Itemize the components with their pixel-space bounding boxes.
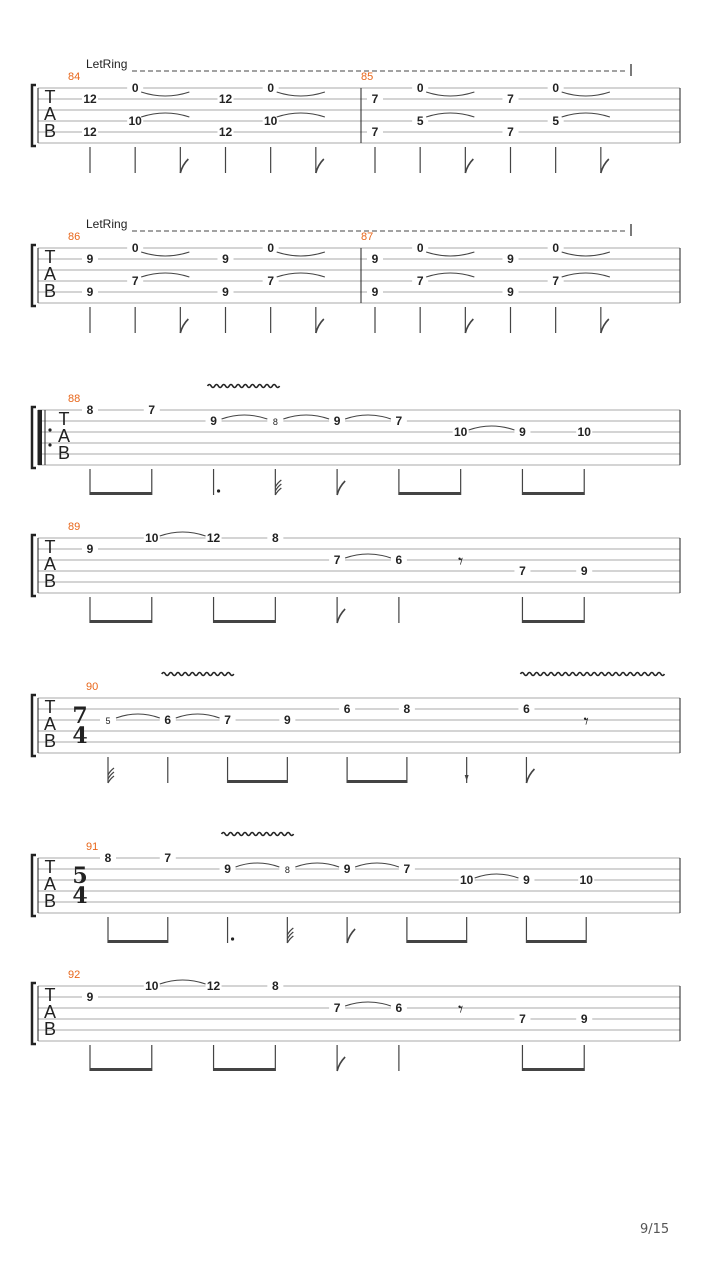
vibrato-mark [520, 673, 664, 676]
note-flag [347, 929, 355, 943]
tab-clef-letter: B [43, 1019, 57, 1039]
note-fret: 9 [343, 862, 351, 876]
tab-clef-letter: B [43, 731, 57, 751]
note-fret: 7 [333, 553, 341, 567]
note-fret: 7 [403, 862, 411, 876]
slur-arc [475, 874, 519, 878]
note-fret: 6 [395, 553, 403, 567]
measure-number: 90 [86, 681, 99, 693]
grace-note-fret: 8 [284, 865, 290, 875]
note-fret: 0 [416, 81, 424, 95]
note-fret: 7 [164, 851, 172, 865]
let-ring-tie [277, 92, 325, 96]
note-fret: 7 [131, 274, 139, 288]
note-fret: 8 [104, 851, 112, 865]
slur-arc [345, 1002, 391, 1006]
slur-arc [176, 714, 220, 718]
note-flag [526, 769, 534, 783]
staff-bracket [32, 695, 36, 756]
measure-number: 84 [68, 71, 81, 83]
tab-clef-letter: T [44, 247, 56, 267]
let-ring-tie [141, 273, 189, 277]
note-fret: 12 [206, 531, 221, 545]
tab-clef-letter: A [43, 264, 57, 284]
note-beam [407, 940, 467, 943]
note-flag [337, 1057, 345, 1071]
tab-clef-letter: A [43, 104, 57, 124]
note-beam [90, 620, 152, 623]
eighth-rest: 𝄾 [458, 549, 464, 573]
note-fret: 6 [523, 702, 530, 716]
note-fret: 7 [267, 274, 275, 288]
tab-clef-letter: T [44, 985, 56, 1005]
note-beam [90, 492, 152, 495]
let-ring-label: LetRing [86, 57, 128, 71]
note-fret: 9 [283, 713, 291, 727]
note-flag [601, 159, 609, 173]
note-fret: 12 [206, 979, 221, 993]
note-fret: 8 [86, 403, 94, 417]
note-fret: 7 [552, 274, 560, 288]
note-fret: 0 [267, 241, 275, 255]
vibrato-mark [162, 673, 234, 676]
tab-clef-letter: A [43, 874, 57, 894]
note-fret: 9 [210, 414, 217, 428]
note-fret: 7 [416, 274, 424, 288]
slur-arc [222, 415, 268, 419]
slur-arc [355, 863, 399, 867]
measure-number: 91 [86, 841, 99, 853]
tab-clef-letter: A [57, 426, 71, 446]
note-beam [399, 492, 461, 495]
note-fret: 7 [507, 92, 514, 106]
note-beam [214, 1068, 276, 1071]
note-fret: 9 [86, 542, 94, 556]
note-beam [214, 620, 276, 623]
note-fret: 5 [552, 114, 560, 128]
tab-clef-letter: A [43, 714, 57, 734]
note-fret: 10 [263, 114, 278, 128]
note-beam [228, 780, 288, 783]
staff-bracket [32, 407, 36, 468]
vibrato-mark [208, 385, 280, 388]
note-flag [316, 319, 324, 333]
note-fret: 0 [552, 241, 560, 255]
tab-clef-letter: A [43, 1002, 57, 1022]
let-ring-tie [426, 92, 474, 96]
measure-number: 88 [68, 393, 81, 405]
let-ring-tie [426, 273, 474, 277]
measure-number: 92 [68, 969, 81, 981]
note-fret: 9 [507, 285, 514, 299]
system-5 [32, 673, 680, 784]
let-ring-tie [562, 113, 610, 117]
let-ring-tie [426, 113, 474, 117]
let-ring-tie [562, 252, 610, 256]
slur-arc [160, 532, 206, 536]
note-fret: 10 [128, 114, 142, 128]
note-fret: 9 [222, 285, 229, 299]
note-fret: 6 [343, 702, 351, 716]
note-fret: 0 [131, 241, 139, 255]
note-beam [90, 1068, 152, 1071]
time-signature-bottom: 4 [72, 723, 88, 749]
note-fret: 10 [145, 979, 159, 993]
eighth-rest: 𝄾 [458, 997, 464, 1021]
stem-arrow [465, 775, 469, 781]
note-flag [316, 159, 324, 173]
note-fret: 9 [333, 414, 341, 428]
note-fret: 0 [416, 241, 424, 255]
note-fret: 7 [519, 1012, 526, 1026]
note-flag [465, 159, 473, 173]
measure-number: 87 [361, 231, 374, 243]
time-signature-bottom: 4 [72, 883, 88, 909]
let-ring-tie [562, 273, 610, 277]
note-fret: 12 [83, 92, 97, 106]
note-fret: 10 [577, 425, 591, 439]
slur-arc [345, 415, 391, 419]
note-fret: 9 [523, 873, 530, 887]
page-number: 9/15 [640, 1222, 670, 1237]
repeat-dot [48, 428, 51, 431]
note-fret: 10 [579, 873, 593, 887]
note-fret: 7 [224, 713, 231, 727]
note-flag [180, 159, 188, 173]
vibrato-mark [222, 833, 294, 836]
tab-clef-letter: T [44, 857, 56, 877]
note-fret: 12 [218, 125, 233, 139]
tab-clef-letter: T [44, 697, 56, 717]
slur-arc [283, 415, 329, 419]
note-fret: 9 [222, 252, 229, 266]
note-fret: 7 [371, 92, 379, 106]
eighth-rest: 𝄾 [583, 709, 589, 733]
tab-clef-letter: T [58, 409, 70, 429]
repeat-dot [48, 443, 51, 446]
repeat-thick-bar [38, 410, 42, 465]
note-fret: 9 [224, 862, 231, 876]
note-fret: 7 [148, 403, 156, 417]
note-fret: 9 [371, 285, 379, 299]
note-beam [347, 780, 407, 783]
tab-clef-letter: A [43, 554, 57, 574]
note-fret: 8 [271, 979, 279, 993]
staff-bracket [32, 855, 36, 916]
note-fret: 9 [519, 425, 526, 439]
note-fret: 8 [271, 531, 279, 545]
note-beam [108, 940, 168, 943]
note-flag [337, 481, 345, 495]
tab-clef-letter: B [43, 281, 57, 301]
note-fret: 9 [86, 285, 94, 299]
staff-bracket [32, 983, 36, 1044]
staff-bracket [32, 535, 36, 596]
system-4 [32, 521, 680, 623]
note-flag [465, 319, 473, 333]
note-beam [522, 620, 584, 623]
note-fret: 8 [403, 702, 411, 716]
note-fret: 10 [145, 531, 159, 545]
slur-arc [469, 426, 515, 430]
augmentation-dot [217, 489, 220, 492]
note-fret: 5 [416, 114, 424, 128]
let-ring-tie [277, 113, 325, 117]
system-2 [32, 217, 680, 333]
note-fret: 7 [333, 1001, 341, 1015]
slur-arc [295, 863, 339, 867]
staff-bracket [32, 85, 36, 146]
let-ring-tie [141, 113, 189, 117]
note-fret: 0 [131, 81, 139, 95]
note-fret: 7 [395, 414, 403, 428]
measure-number: 85 [361, 71, 374, 83]
time-signature-top: 5 [72, 863, 88, 889]
note-flag [337, 609, 345, 623]
tab-clef-letter: T [44, 537, 56, 557]
let-ring-tie [141, 252, 189, 256]
note-fret: 0 [267, 81, 275, 95]
system-6 [32, 833, 680, 944]
note-fret: 6 [395, 1001, 403, 1015]
note-flag [180, 319, 188, 333]
note-fret: 7 [507, 125, 514, 139]
staff-bracket [32, 245, 36, 306]
let-ring-tie [426, 252, 474, 256]
note-fret: 10 [453, 425, 468, 439]
system-7 [32, 969, 680, 1071]
note-fret: 9 [507, 252, 514, 266]
note-fret: 9 [371, 252, 379, 266]
note-fret: 12 [218, 92, 233, 106]
tab-clef-letter: B [43, 891, 57, 911]
note-flag [601, 319, 609, 333]
note-beam [522, 1068, 584, 1071]
note-fret: 7 [519, 564, 526, 578]
note-fret: 6 [164, 713, 172, 727]
time-signature-top: 7 [72, 703, 88, 729]
augmentation-dot [231, 937, 234, 940]
note-fret: 7 [371, 125, 379, 139]
note-beam [522, 492, 584, 495]
note-fret: 12 [83, 125, 97, 139]
measure-number: 86 [68, 231, 81, 243]
slur-arc [116, 714, 160, 718]
note-fret: 0 [552, 81, 560, 95]
slur-arc [345, 554, 391, 558]
tab-clef-letter: B [57, 443, 71, 463]
system-3 [32, 385, 680, 496]
tab-clef-letter: B [43, 571, 57, 591]
let-ring-label: LetRing [86, 217, 128, 231]
note-beam [526, 940, 586, 943]
note-fret: 9 [86, 990, 94, 1004]
grace-note-fret: 8 [272, 417, 278, 427]
note-fret: 9 [580, 1012, 588, 1026]
tab-clef-letter: T [44, 87, 56, 107]
note-fret: 10 [459, 873, 474, 887]
grace-note-fret: 5 [105, 716, 111, 726]
slur-arc [236, 863, 280, 867]
system-1 [32, 57, 680, 173]
slur-arc [160, 980, 206, 984]
let-ring-tie [562, 92, 610, 96]
let-ring-tie [277, 273, 325, 277]
measure-number: 89 [68, 521, 81, 533]
let-ring-tie [141, 92, 189, 96]
tab-clef-letter: B [43, 121, 57, 141]
note-fret: 9 [86, 252, 94, 266]
let-ring-tie [277, 252, 325, 256]
note-fret: 9 [580, 564, 588, 578]
